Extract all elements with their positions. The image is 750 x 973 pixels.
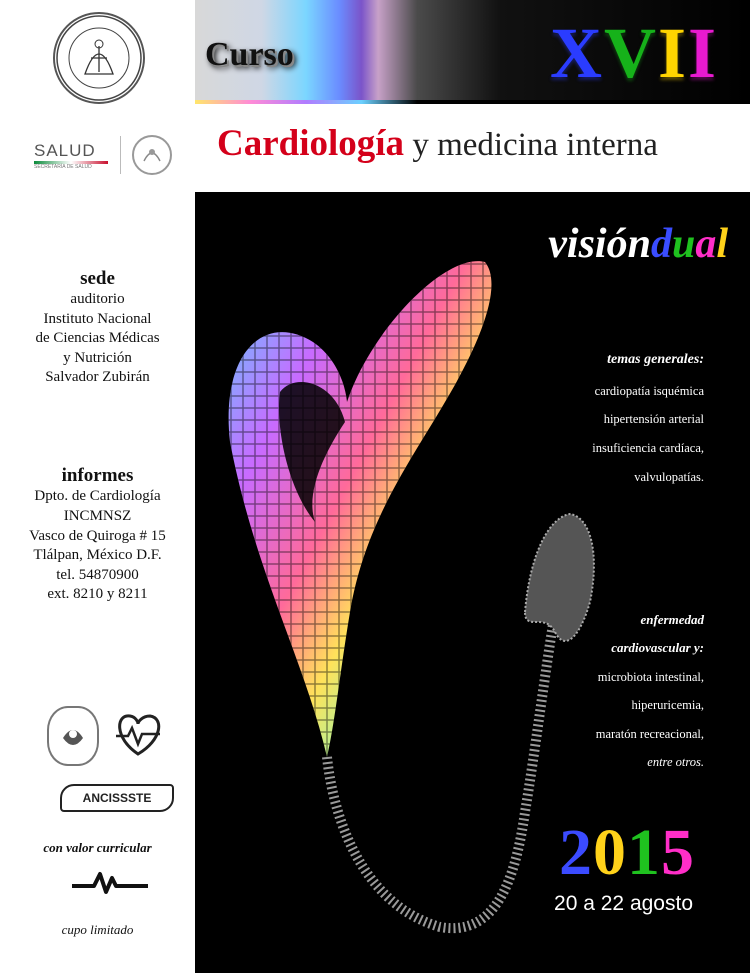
informes-line: ext. 8210 y 8211: [47, 586, 148, 602]
curso-title: Curso: [205, 36, 294, 73]
salud-logo-text: SALUD: [34, 141, 96, 160]
heart-grid: [229, 261, 492, 757]
tema-item: insuficiencia cardíaca,: [592, 441, 704, 455]
tema-item: valvulopatías.: [634, 470, 704, 484]
informes-line: Tlálpan, México D.F.: [33, 547, 162, 563]
year-digit: 0: [593, 816, 627, 889]
temas-title: temas generales:: [607, 352, 704, 367]
society-seal-icon: [47, 706, 99, 766]
sede-title: sede: [80, 268, 115, 289]
dual-letter: a: [695, 221, 717, 267]
header: [195, 0, 750, 192]
vision-word: visión: [548, 221, 651, 267]
enfermedad-item: microbiota intestinal,: [597, 670, 704, 684]
valor-curricular-text: con valor curricular: [43, 840, 152, 855]
roman-i: I: [658, 13, 689, 93]
enfermedad-title: enfermedad: [640, 612, 704, 627]
informes-line: tel. 54870900: [56, 567, 139, 583]
institute-seal-icon: [53, 12, 145, 104]
roman-v: V: [604, 13, 658, 93]
year-digit: 1: [627, 816, 661, 889]
sede-line: auditorio: [70, 291, 125, 307]
year-digit: 5: [661, 816, 695, 889]
course-title: [217, 122, 658, 165]
informes-title: informes: [61, 465, 134, 486]
salud-logo-sub: SECRETARÍA DE SALUD: [34, 164, 92, 170]
left-column: [0, 0, 195, 973]
dual-letter: u: [671, 221, 696, 267]
stethoscope-tube: [327, 612, 555, 928]
enfermedad-title: cardiovascular y:: [611, 640, 704, 655]
national-emblem-icon: [132, 135, 172, 175]
enfermedad-item: hiperuricemia,: [631, 698, 704, 712]
edition-number: [550, 13, 719, 93]
sede-line: Salvador Zubirán: [45, 369, 150, 385]
poster-panel: [195, 192, 750, 973]
event-year: [559, 816, 695, 889]
salud-logo: [34, 141, 108, 170]
roman-x: X: [550, 13, 604, 93]
sede-line: de Ciencias Médicas: [35, 330, 160, 346]
sede-line: y Nutrición: [63, 350, 132, 366]
logo-divider: [120, 136, 121, 174]
informes-line: INCMNSZ: [63, 508, 132, 524]
tema-item: hipertensión arterial: [603, 412, 704, 426]
informes-line: Vasco de Quiroga # 15: [29, 528, 166, 544]
cmc-logo-icon: [70, 866, 150, 898]
dual-letter: d: [650, 221, 672, 267]
cupo-limitado-text: cupo limitado: [61, 922, 134, 937]
ancissste-logo: [60, 784, 174, 812]
enfermedad-item: maratón recreacional,: [595, 727, 704, 741]
title-cardiologia: Cardiología: [217, 123, 405, 164]
enfermedad-item: entre otros.: [647, 755, 704, 769]
informes-line: Dpto. de Cardiología: [34, 488, 161, 504]
roman-i: I: [688, 13, 719, 93]
sede-line: Instituto Nacional: [43, 311, 152, 327]
banner-stripe: [195, 100, 750, 104]
event-dates: 20 a 22 agosto: [554, 892, 693, 915]
year-digit: 2: [559, 816, 593, 889]
cardiology-heart-logo-icon: [110, 708, 166, 760]
title-medicina-interna: y medicina interna: [404, 127, 658, 163]
dual-letter: l: [716, 221, 728, 267]
ancissste-logo-text: ANCISSSTE: [82, 791, 152, 805]
tema-item: cardiopatía isquémica: [594, 384, 704, 398]
stethoscope-chest-piece: [525, 514, 594, 641]
